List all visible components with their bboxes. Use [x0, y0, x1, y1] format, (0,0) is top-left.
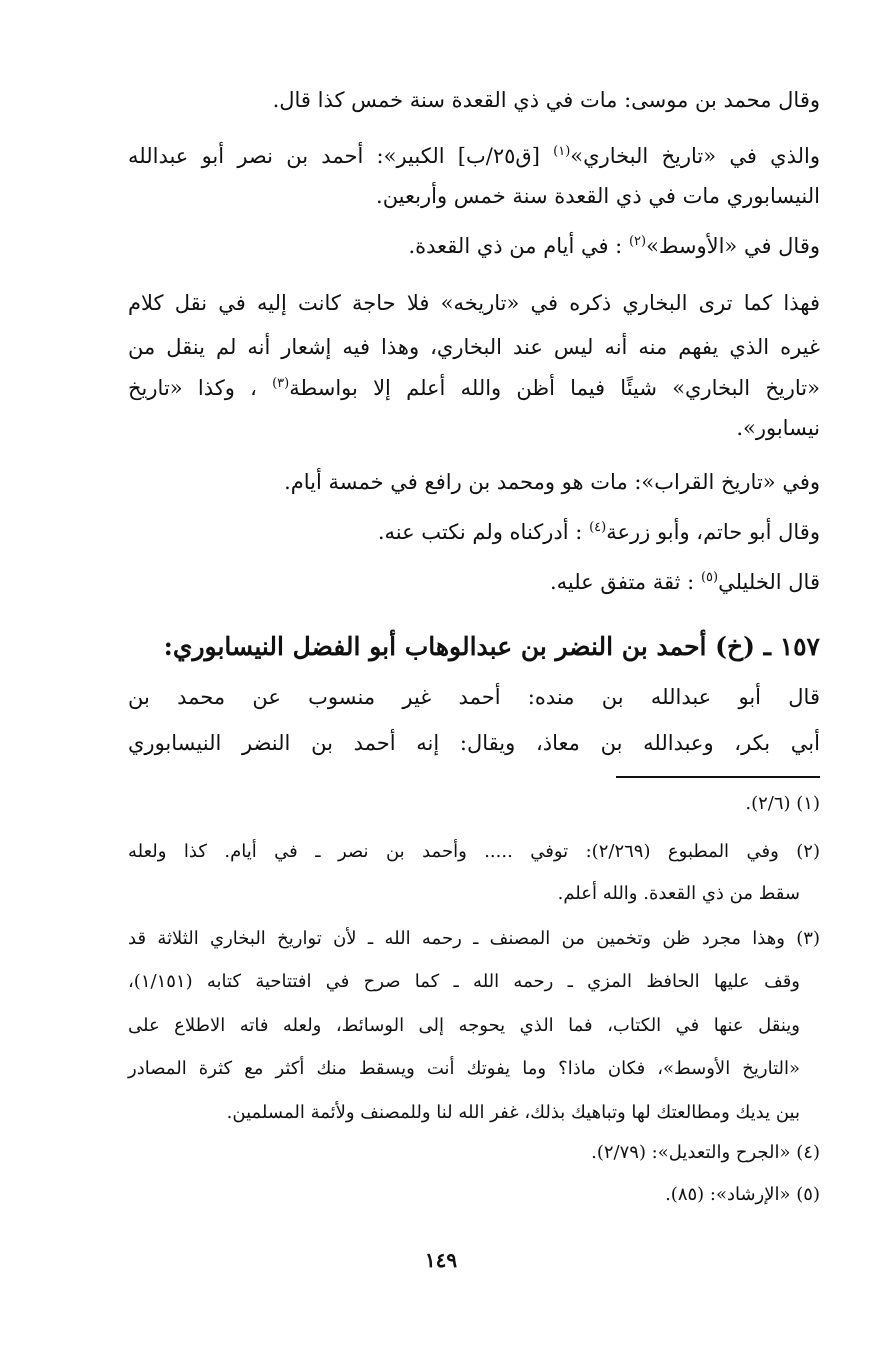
footnote-ref-2[interactable]: (٢)	[628, 234, 647, 249]
footnote-number: (٣)	[796, 928, 820, 949]
footnote-4: (٤) «الجرح والتعديل»: (٢/٧٩).	[591, 1142, 820, 1163]
footnote-3-cont-4: بين يديك ومطالعتك لها وتباهيك بذلك، غفر الله لنا وللمصنف ولأئمة المسلمين.	[226, 1102, 800, 1123]
footnote-3-cont-2: وينقل عنها في الكتاب، فما الذي يحوجه إلى الوسائط، ولعله فاته الاطلاع على	[128, 1015, 800, 1036]
footnote-3-cont-3: «التاريخ الأوسط»، فكان ماذا؟ وما يفوتك أنت ويسقط منك أكثر مع كثرة المصادر	[128, 1058, 800, 1079]
body-line-3: النيسابوري مات في ذي القعدة سنة خمس وأربعين.	[376, 184, 820, 208]
body-line-8: نيسابور».	[736, 416, 820, 440]
footnote-number: (٢)	[796, 841, 820, 862]
footnote-number: (٥)	[796, 1184, 820, 1205]
body-line-2: والذي في «تاريخ البخاري»$^{(١)}$ [ق٢٥/ب] الكبير»: أحمد بن نصر أبو عبدالله	[128, 144, 820, 168]
footnote-5: (٥) «الإرشاد»: (٨٥).	[665, 1184, 820, 1205]
body-line-6: غيره الذي يفهم منه أنه ليس عند البخاري، وهذا فيه إشعار أنه لم ينقل من	[128, 335, 820, 359]
footnote-number: (١)	[796, 793, 820, 814]
page-number: ١٤٩	[424, 1248, 458, 1272]
footnote-1: (١) (٢/٦).	[745, 793, 820, 814]
entry-line-1: قال أبو عبدالله بن منده: أحمد غير منسوب عن محمد بن	[128, 685, 820, 709]
footnote-ref-1[interactable]: (١)	[553, 144, 571, 159]
body-line-7: «تاريخ البخاري» شيئًا فيما أظن والله أعلم إلا بواسطة$^{(٣)}$ ، وكذا «تاريخ	[128, 376, 820, 400]
footnote-ref-3[interactable]: (٣)	[272, 376, 290, 391]
footnote-2: (٢) وفي المطبوع (٢/٢٦٩): توفي ..... وأحمد بن نصر ـ في أيام. كذا ولعله	[128, 841, 820, 862]
footnote-ref-5[interactable]: (٥)	[700, 570, 719, 585]
body-line-5: فهذا كما ترى البخاري ذكره في «تاريخه» فلا حاجة كانت إليه في نقل كلام	[128, 291, 820, 315]
footnote-3: (٣) وهذا مجرد ظن وتخمين من المصنف ـ رحمه الله ـ لأن تواريخ البخاري الثلاثة قد	[128, 928, 820, 949]
body-line-9: وفي «تاريخ القراب»: مات هو ومحمد بن رافع في خمسة أيام.	[284, 470, 820, 494]
entry-heading: ١٥٧ ـ (خ) أحمد بن النضر بن عبدالوهاب أبو الفضل النيسابوري:	[163, 632, 820, 661]
footnote-ref-4[interactable]: (٤)	[589, 520, 607, 535]
entry-line-2: أبي بكر، وعبدالله بن معاذ، ويقال: إنه أحمد بن النضر النيسابوري	[128, 731, 820, 755]
footnote-number: (٤)	[796, 1142, 820, 1163]
body-line-1: وقال محمد بن موسى: مات في ذي القعدة سنة خمس كذا قال.	[272, 88, 820, 112]
footnote-3-cont-1: وقف عليها الحافظ المزي ـ رحمه الله ـ كما صرح في افتتاحية كتابه (١/١٥١)،	[128, 971, 800, 992]
body-line-4: وقال في «الأوسط»$^{(٢)}$ : في أيام من ذي القعدة.	[408, 234, 820, 258]
body-line-10: وقال أبو حاتم، وأبو زرعة$^{(٤)}$ : أدركناه ولم نكتب عنه.	[377, 520, 820, 544]
footnote-separator	[616, 776, 820, 778]
body-line-11: قال الخليلي$^{(٥)}$ : ثقة متفق عليه.	[549, 570, 820, 594]
footnote-2-cont: سقط من ذي القعدة. والله أعلم.	[557, 883, 800, 904]
